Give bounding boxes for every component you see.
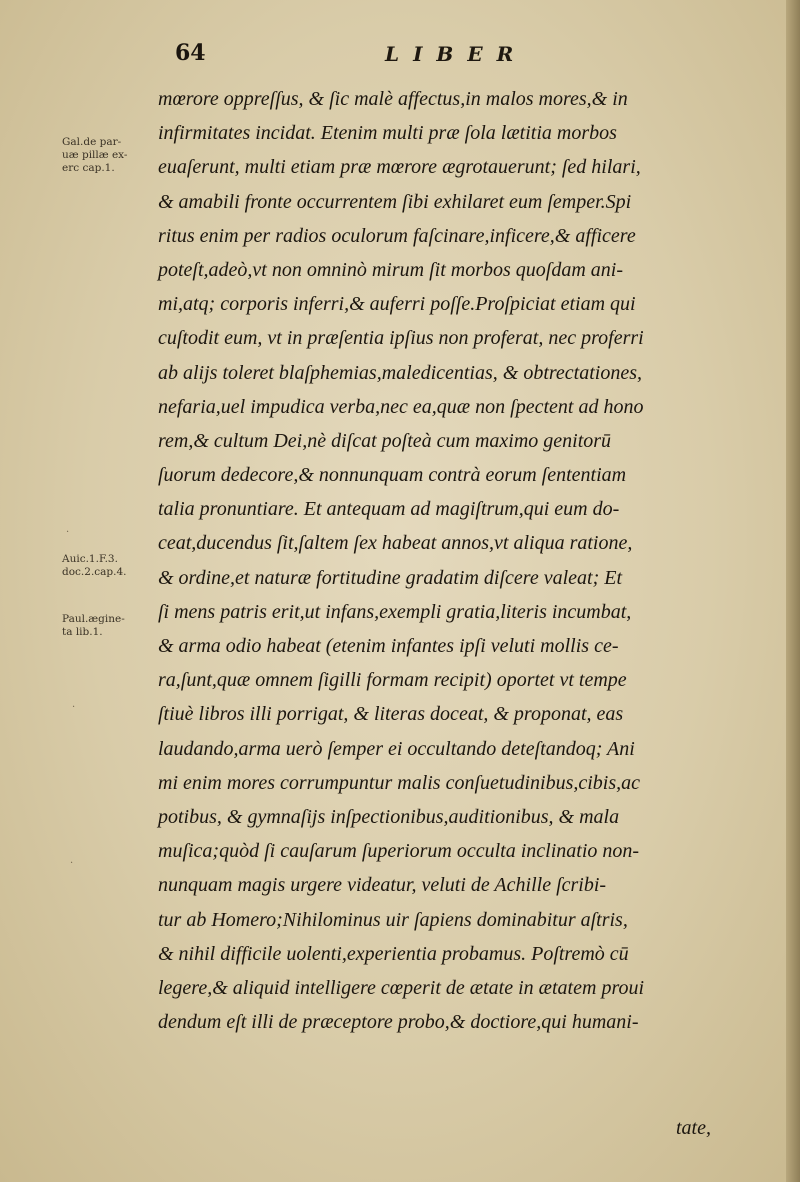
margin-note-line: Auic.1.F.3. [62, 553, 118, 565]
text-line: ſi mens patris erit,ut infans,exempli gratia,literis incumbat, [158, 600, 632, 623]
margin-note-line: uæ pillæ ex- [62, 149, 128, 161]
text-line: & amabili fronte occurrentem ſibi exhilaret eum ſemper.Spi [158, 190, 632, 213]
text-line: poteſt,adeò,vt non omninò mirum ſit morbos quoſdam ani- [158, 258, 623, 281]
ink-smudge: · [66, 527, 70, 538]
text-line: nefaria,uel impudica verba,nec ea,quæ non ſpectent ad hono [158, 395, 644, 418]
text-line: rem,& cultum Dei,nè diſcat poſteà cum maximo genitorū [158, 429, 612, 452]
page-number: 64 [175, 40, 206, 66]
text-line: & ordine,et naturæ fortitudine gradatim diſcere valeat; Et [158, 566, 623, 589]
text-line: mœrore oppreſſus, & ſic malè affectus,in malos mores,& in [158, 88, 628, 110]
text-line: & arma odio habeat (etenim infantes ipſi veluti mollis ce- [158, 635, 619, 657]
page-edge [786, 0, 800, 1182]
text-line: ritus enim per radios oculorum faſcinare,inficere,& afficere [158, 224, 636, 247]
text-line: legere,& aliquid intelligere cœperit de ætate in ætatem proui [158, 976, 645, 999]
margin-note-line: Gal.de par- [62, 136, 122, 148]
margin-note-line: ta lib.1. [62, 626, 103, 638]
text-line: tur ab Homero;Nihilominus uir ſapiens dominabitur aſtris, [158, 908, 628, 931]
ink-smudge: · [70, 858, 74, 869]
text-line: ab alijs toleret blaſphemias,maledicentias, & obtrectationes, [158, 361, 643, 384]
margin-note-galen [62, 136, 127, 175]
text-line: muſica;quòd ſi cauſarum ſuperiorum occulta inclinatio non- [158, 840, 640, 863]
body-text [158, 82, 770, 1039]
page-header [0, 40, 800, 70]
text-line: mi enim mores corrumpuntur malis conſuetudinibus,cibis,ac [158, 771, 641, 794]
text-line: ra,ſunt,quæ omnem ſigilli formam recipit) oportet vt tempe [158, 669, 627, 692]
text-line: dendum eſt illi de præceptore probo,& doctiore,qui humani- [158, 1011, 639, 1034]
text-line: euaſerunt, multi etiam præ mœrore ægrotauerunt; ſed hilari, [158, 156, 641, 179]
running-head: LIBER [385, 42, 528, 66]
text-line: laudando,arma uerò ſemper ei occultando deteſtandoq; Ani [158, 737, 635, 760]
margin-note-avicenna [62, 553, 127, 579]
catchword: tate, [676, 1117, 711, 1139]
ink-smudge: · [72, 702, 76, 713]
text-line: talia pronuntiare. Et antequam ad magiſtrum,qui eum do- [158, 498, 620, 521]
text-line: & nihil difficile uolenti,experientia probamus. Poſtremò cū [158, 942, 629, 965]
text-line: ſuorum dedecore,& nonnunquam contrà eorum ſententiam [158, 464, 627, 487]
margin-note-paulus [62, 613, 125, 639]
margin-note-line: erc cap.1. [62, 162, 115, 174]
text-line: mi,atq; corporis inferri,& auferri poſſe.Proſpiciat etiam qui [158, 293, 636, 316]
text-line: cuſtodit eum, vt in præſentia ipſius non proferat, nec proferri [158, 327, 644, 350]
margin-note-line: doc.2.cap.4. [62, 566, 127, 578]
text-line: nunquam magis urgere videatur, veluti de Achille ſcribi- [158, 874, 607, 897]
text-line: ſtiuè libros illi porrigat, & literas doceat, & proponat, eas [158, 703, 624, 726]
margin-note-line: Paul.ægine- [62, 613, 125, 625]
text-line: ceat,ducendus ſit,ſaltem ſex habeat annos,vt aliqua ratione, [158, 532, 633, 555]
text-line: potibus, & gymnaſijs inſpectionibus,auditionibus, & mala [158, 805, 620, 828]
text-line: infirmitates incidat. Etenim multi præ ſola lætitia morbos [158, 122, 617, 145]
